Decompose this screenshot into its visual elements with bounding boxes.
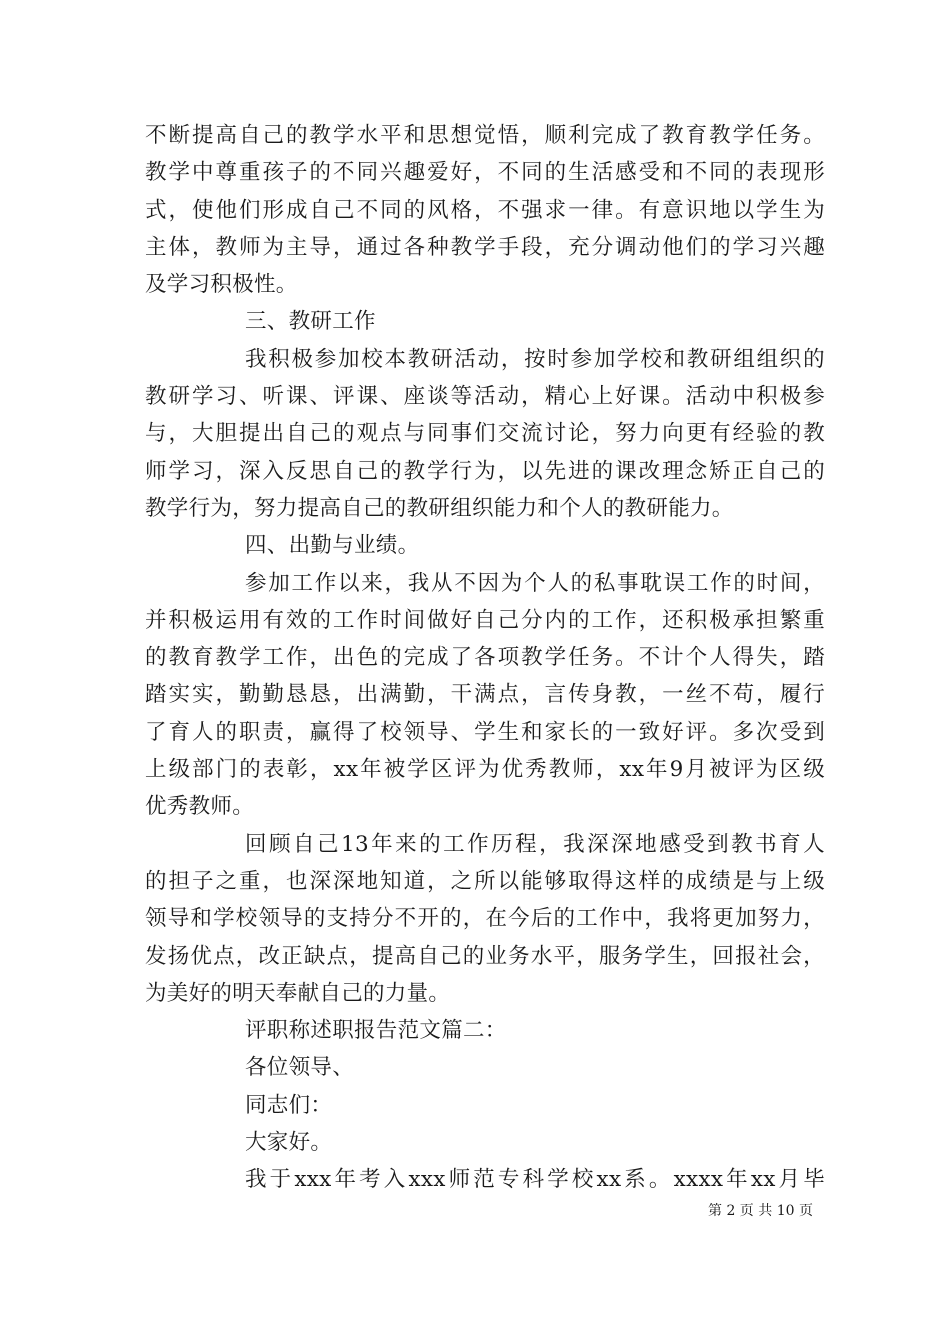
- text-line: 教学行为，努力提高自己的教研组织能力和个人的教研能力。: [145, 495, 734, 521]
- text-line: 及学习积极性。: [145, 272, 298, 298]
- section-heading-4: 四、出勤与业绩。: [245, 533, 420, 559]
- salutation-line: 同志们：: [245, 1092, 333, 1118]
- text-line: 师学习，深入反思自己的教学行为，以先进的课改理念矫正自己的: [145, 458, 825, 484]
- text-line: 教学中尊重孩子的不同兴趣爱好，不同的生活感受和不同的表现形: [145, 160, 825, 186]
- text-line: 并积极运用有效的工作时间做好自己分内的工作，还积极承担繁重: [145, 607, 825, 633]
- section-heading-3: 三、教研工作: [245, 309, 376, 335]
- page-number: 第 2 页 共 10 页: [708, 1203, 813, 1219]
- text-line: 优秀教师。: [145, 794, 255, 820]
- paragraph-start: 参加工作以来，我从不因为个人的私事耽误工作的时间，: [245, 570, 825, 596]
- salutation-line: 各位领导、: [245, 1055, 355, 1081]
- paragraph-start: 我积极参加校本教研活动，按时参加学校和教研组组织的: [245, 346, 825, 372]
- text-line: 的担子之重，也深深地知道，之所以能够取得这样的成绩是与上级: [145, 868, 825, 894]
- paragraph-start: 我于xxx年考入xxx师范专科学校xx系。xxxx年xx月毕: [245, 1167, 825, 1193]
- text-line: 发扬优点，改正缺点，提高自己的业务水平，服务学生，回报社会，: [145, 943, 825, 969]
- text-line: 式，使他们形成自己不同的风格，不强求一律。有意识地以学生为: [145, 197, 825, 223]
- text-line: 的教育教学工作，出色的完成了各项教学任务。不计个人得失，踏: [145, 645, 825, 671]
- text-line: 不断提高自己的教学水平和思想觉悟，顺利完成了教育教学任务。: [145, 123, 825, 148]
- text-line: 与，大胆提出自己的观点与同事们交流讨论，努力向更有经验的教: [145, 421, 825, 447]
- text-line: 领导和学校领导的支持分不开的，在今后的工作中，我将更加努力，: [145, 906, 825, 932]
- text-line: 上级部门的表彰，xx年被学区评为优秀教师，xx年9月被评为区级: [145, 757, 825, 783]
- text-line: 为美好的明天奉献自己的力量。: [145, 980, 451, 1006]
- text-line: 踏实实，勤勤恳恳，出满勤，干满点，言传身教，一丝不苟，履行: [145, 682, 825, 708]
- text-line: 主体，教师为主导，通过各种教学手段，充分调动他们的学习兴趣: [145, 234, 825, 260]
- greeting-line: 大家好。: [245, 1130, 333, 1156]
- paragraph-start: 回顾自己13年来的工作历程，我深深地感受到教书育人: [245, 831, 825, 857]
- document-body: [145, 117, 825, 1199]
- article-title: 评职称述职报告范文篇二：: [245, 1018, 507, 1044]
- text-line: 了育人的职责，赢得了校领导、学生和家长的一致好评。多次受到: [145, 719, 825, 745]
- text-line: 教研学习、听课、评课、座谈等活动，精心上好课。活动中积极参: [145, 384, 825, 410]
